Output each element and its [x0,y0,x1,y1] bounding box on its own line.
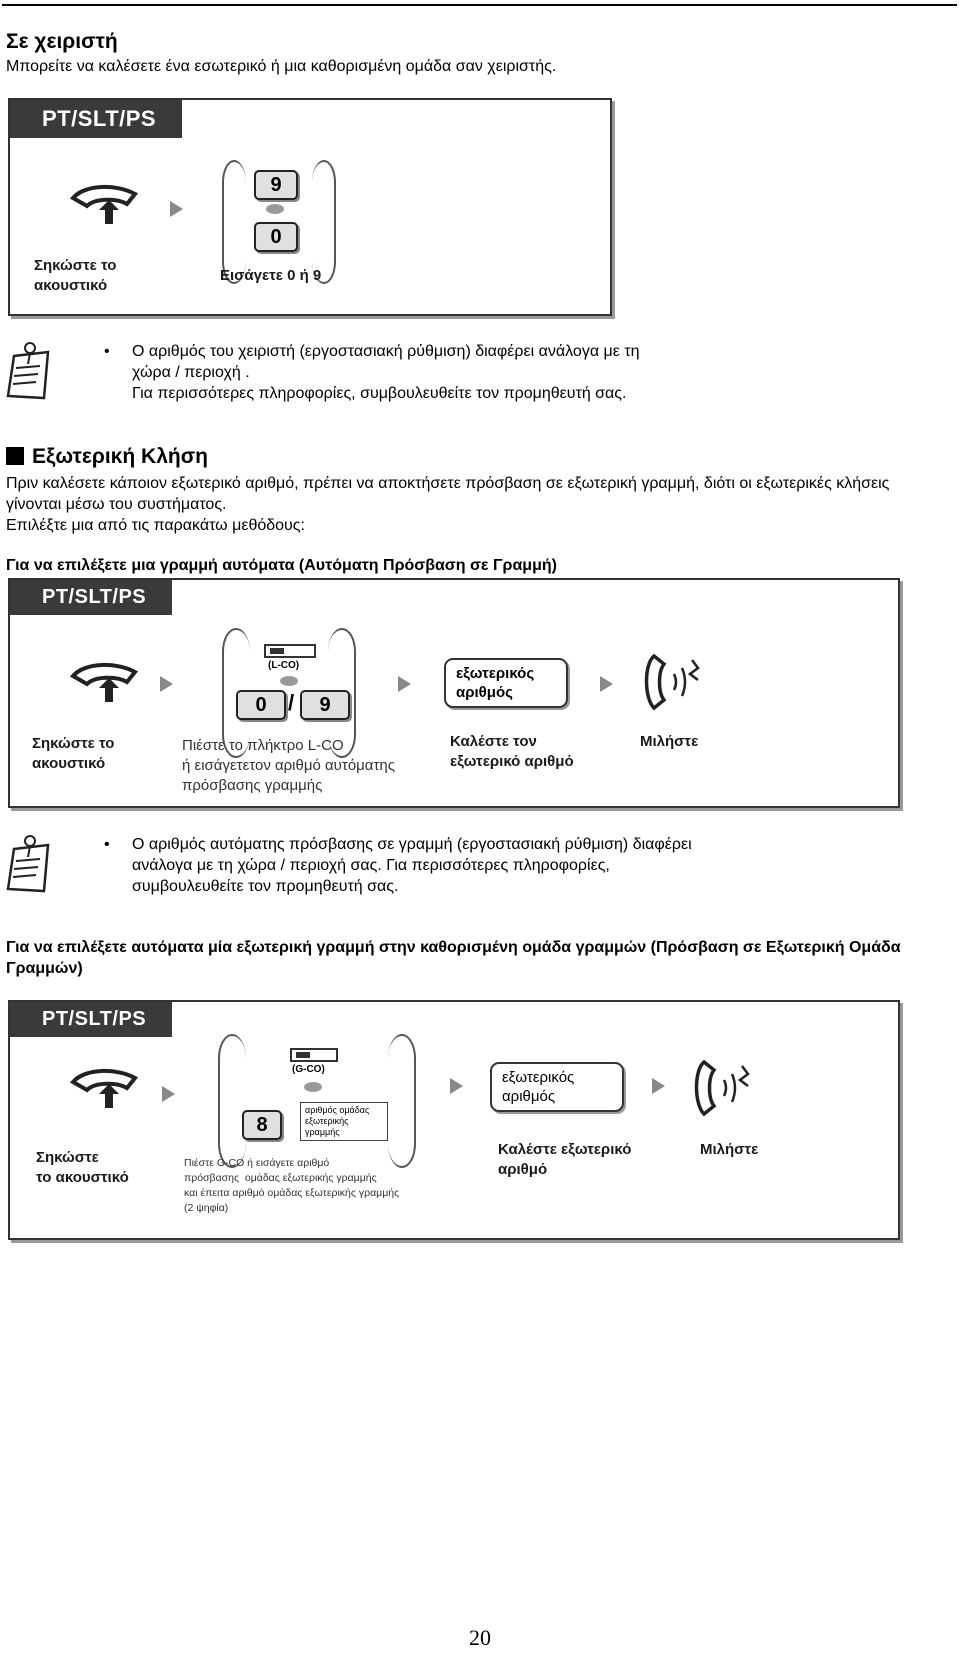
step-lift-handset: Σηκώστε το ακουστικό [32,735,115,772]
group-line-heading: Για να επιλέξετε αυτόματα μία εξωτερική γραμμή στην καθορισμένη ομάδα γραμμών (Πρόσβαση σε Εξωτερική Ομάδα Γραμμών) [6,939,901,977]
arrow-right-icon [160,676,173,692]
step-enter-0-or-9: Εισάγετε 0 ή 9 [220,267,322,284]
operator-diagram [8,98,612,316]
external-number-box: εξωτερικός αριθμός [490,1062,624,1112]
group-line-diagram [8,1000,900,1240]
operator-note [104,341,664,404]
auto-line-diagram [8,578,900,808]
gco-button-icon [290,1048,338,1062]
key-8: 8 [242,1110,282,1140]
step-dial-external: Καλέστε εξωτερικό αριθμό [498,1141,632,1178]
arrow-right-icon [600,676,613,692]
note-item: • Ο αριθμός αυτόματης πρόσβασης σε γραμμή (εργοστασιακή ρύθμιση) διαφέρει ανάλογα με τη χώρα / περιοχή σας. Για περισσότερες πληροφορίες, συμβουλευθείτε τον προμηθευτή σας. [104,834,724,897]
arrow-right-icon [398,676,411,692]
slash-separator: / [288,690,295,715]
auto-line-note [104,834,724,897]
bracket-left [218,1034,246,1168]
operator-title: Σε χειριστή [6,30,118,53]
or-icon [304,1082,322,1092]
external-call-paragraph: Πριν καλέσετε κάποιον εξωτερικό αριθμό, πρέπει να αποκτήσετε πρόσβαση σε εξωτερική γραμμή, διότι οι εξωτερικές κλήσεις γίνονται μέσω του συστήματος. [6,475,890,513]
page-number: 20 [469,1625,491,1650]
device-badge: PT/SLT/PS [10,100,182,138]
key-9: 9 [254,170,298,200]
key-9: 9 [300,690,350,720]
external-call-title [6,445,208,469]
operator-description: Μπορείτε να καλέσετε ένα εσωτερικό ή μια καθορισμένη ομάδα σαν χειριστής. [6,58,557,75]
device-badge: PT/SLT/PS [10,580,172,615]
gco-label: (G-CO) [292,1064,325,1075]
or-icon [266,204,284,214]
step-talk: Μιλήστε [640,733,699,750]
square-bullet-icon [6,447,24,465]
handset-icon [65,658,145,718]
auto-line-heading: Για να επιλέξετε μια γραμμή αυτόματα (Αυτόματη Πρόσβαση σε Γραμμή) [6,557,557,574]
step-dial-external: Καλέστε τον εξωτερικό αριθμό [450,733,574,770]
lco-label: (L-CO) [268,660,300,671]
step-press-lco: Πιέστε το πλήκτρο L-CO ή εισάγετετον αριθμό αυτόματης πρόσβασης γραμμής [182,737,395,794]
bracket-right [388,1034,416,1168]
external-call-title-text: Εξωτερική Κλήση [32,445,208,468]
handset-icon [65,180,145,240]
top-rule [2,4,957,6]
note-icon [4,342,52,402]
note-item: • Ο αριθμός του χειριστή (εργοστασιακή ρύθμιση) διαφέρει ανάλογα με τη χώρα / περιοχή . Για περισσότερες πληροφορίες, συμβουλευθείτε τον προμηθευτή σας. [104,341,664,404]
step-lift-handset: Σηκώστε το ακουστικό [34,257,117,294]
method-prompt: Επιλέξτε μια από τις παρακάτω μεθόδους: [6,517,305,534]
key-0: 0 [254,222,298,252]
device-badge: PT/SLT/PS [10,1002,172,1037]
note-icon [4,835,52,895]
arrow-right-icon [450,1078,463,1094]
step-talk: Μιλήστε [700,1141,759,1158]
talk-handset-icon [690,1056,760,1120]
or-icon [280,676,298,686]
arrow-right-icon [162,1086,175,1102]
talk-handset-icon [640,650,710,714]
handset-icon [65,1064,145,1124]
external-number-box: εξωτερικός αριθμός [444,658,568,708]
lco-button-icon [264,644,316,658]
group-number-box: αριθμός ομάδας εξωτερικής γραμμής [300,1102,388,1141]
step-press-gco: Πιέστε G-CO ή εισάγετε αριθμό πρόσβασης ομάδας εξωτερικής γραμμής και έπειτα αριθμό ομάδας εξωτερικής γραμμής (2 ψηφία) [184,1157,400,1214]
arrow-right-icon [652,1078,665,1094]
key-0: 0 [236,690,286,720]
step-lift-handset: Σηκώστε το ακουστικό [36,1149,129,1186]
arrow-right-icon [170,201,183,217]
